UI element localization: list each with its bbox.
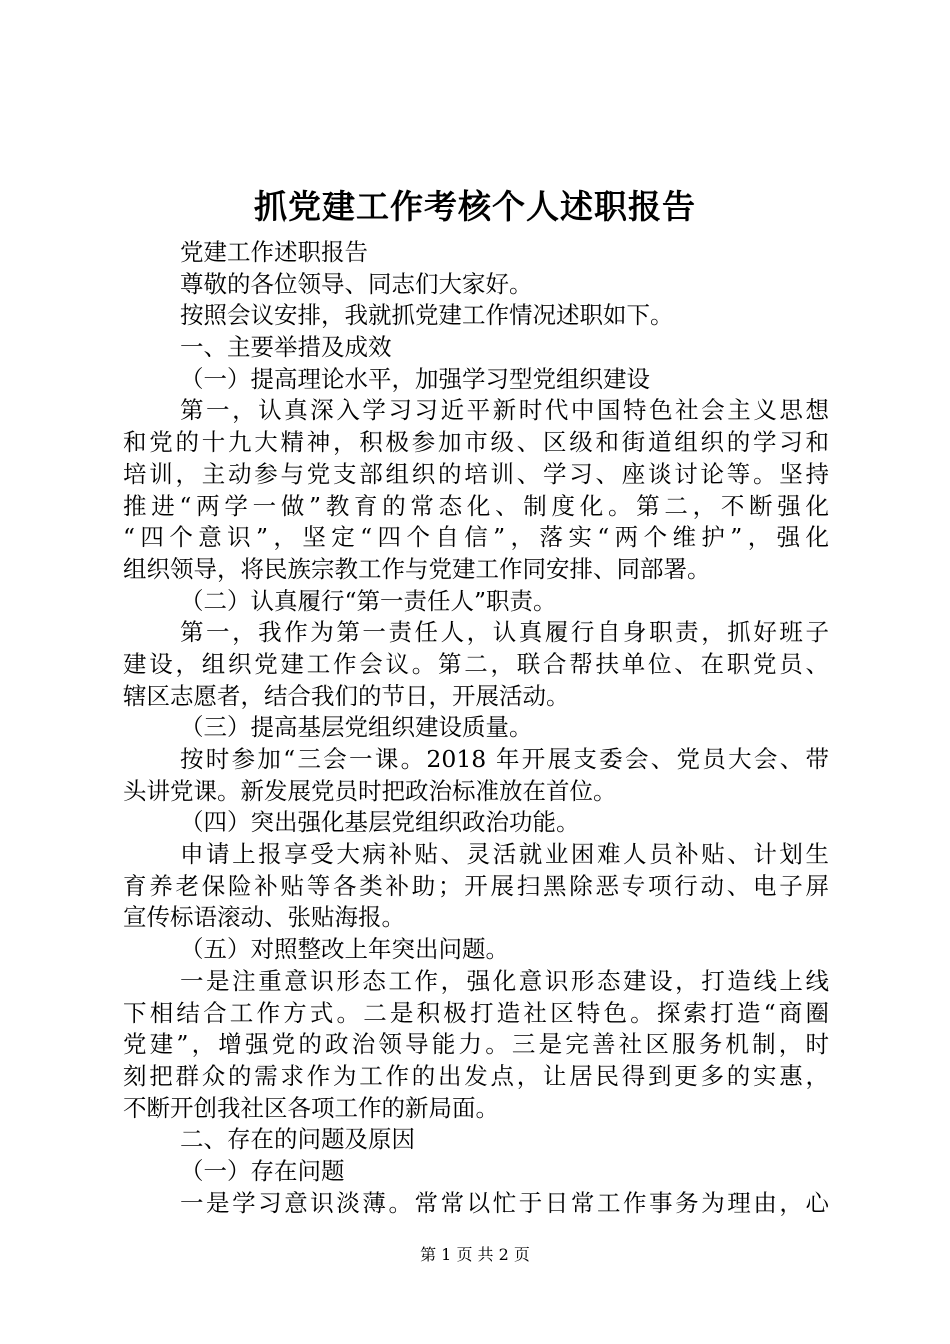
section-heading: 一、主要举措及成效 [180, 333, 392, 362]
subsection-heading: （四）突出强化基层党组织政治功能。 [180, 808, 580, 837]
subsection-heading: （二）认真履行“第一责任人”职责。 [180, 586, 557, 615]
page-footer: 第 1 页 共 2 页 [420, 1245, 530, 1264]
paragraph-line: 申请上报享受大病补贴、灵活就业困难人员补贴、计划生 [180, 840, 829, 869]
paragraph-line: 组织领导，将民族宗教工作与党建工作同安排、同部署。 [123, 554, 711, 583]
paragraph-line: 按照会议安排，我就抓党建工作情况述职如下。 [180, 301, 674, 330]
paragraph-line: 党建工作述职报告 [180, 238, 368, 266]
paragraph-line: 头讲党课。新发展党员时把政治标准放在首位。 [123, 776, 617, 805]
paragraph-line: 育养老保险补贴等各类补助；开展扫黑除恶专项行动、电子屏 [123, 871, 829, 900]
paragraph-line: 不断开创我社区各项工作的新局面。 [123, 1093, 499, 1122]
document-body [123, 237, 829, 1219]
paragraph-line: 辖区志愿者，结合我们的节日，开展活动。 [123, 681, 570, 710]
paragraph-line: 刻把群众的需求作为工作的出发点，让居民得到更多的实惠， [123, 1061, 829, 1090]
paragraph-line: 按时参加“三会一课。2018 年开展支委会、党员大会、带 [180, 745, 829, 773]
subsection-heading: （五）对照整改上年突出问题。 [180, 935, 509, 964]
section-heading: 二、存在的问题及原因 [180, 1125, 415, 1154]
document-title: 抓党建工作考核个人述职报告 [254, 187, 696, 226]
paragraph-line: 培训，主动参与党支部组织的培训、学习、座谈讨论等。坚持 [123, 459, 829, 488]
paragraph-line: 一是注重意识形态工作，强化意识形态建设，打造线上线 [180, 966, 829, 995]
paragraph-line: 一是学习意识淡薄。常常以忙于日常工作事务为理由，心 [180, 1188, 829, 1217]
subsection-heading: （三）提高基层党组织建设质量。 [180, 713, 533, 742]
paragraph-line: 推进“两学一做”教育的常态化、制度化。第二，不断强化 [123, 491, 829, 520]
paragraph-line: 第一，认真深入学习习近平新时代中国特色社会主义思想 [180, 396, 829, 425]
paragraph-line: 党建”，增强党的政治领导能力。三是完善社区服务机制，时 [123, 1030, 829, 1059]
paragraph-line: 和党的十九大精神，积极参加市级、区级和街道组织的学习和 [123, 428, 829, 457]
subsection-heading: （一）存在问题 [180, 1156, 345, 1185]
paragraph-line: 下相结合工作方式。二是积极打造社区特色。探索打造“商圈 [123, 998, 829, 1027]
paragraph-line: 宣传标语滚动、张贴海报。 [123, 903, 405, 932]
paragraph-line: 尊敬的各位领导、同志们大家好。 [180, 269, 533, 298]
paragraph-line: 第一，我作为第一责任人，认真履行自身职责，抓好班子 [180, 618, 829, 647]
paragraph-line: 建设，组织党建工作会议。第二，联合帮扶单位、在职党员、 [123, 649, 829, 678]
subsection-heading: （一）提高理论水平，加强学习型党组织建设 [180, 364, 650, 393]
paragraph-line: “四个意识”，坚定“四个自信”，落实“两个维护”，强化 [123, 523, 829, 552]
